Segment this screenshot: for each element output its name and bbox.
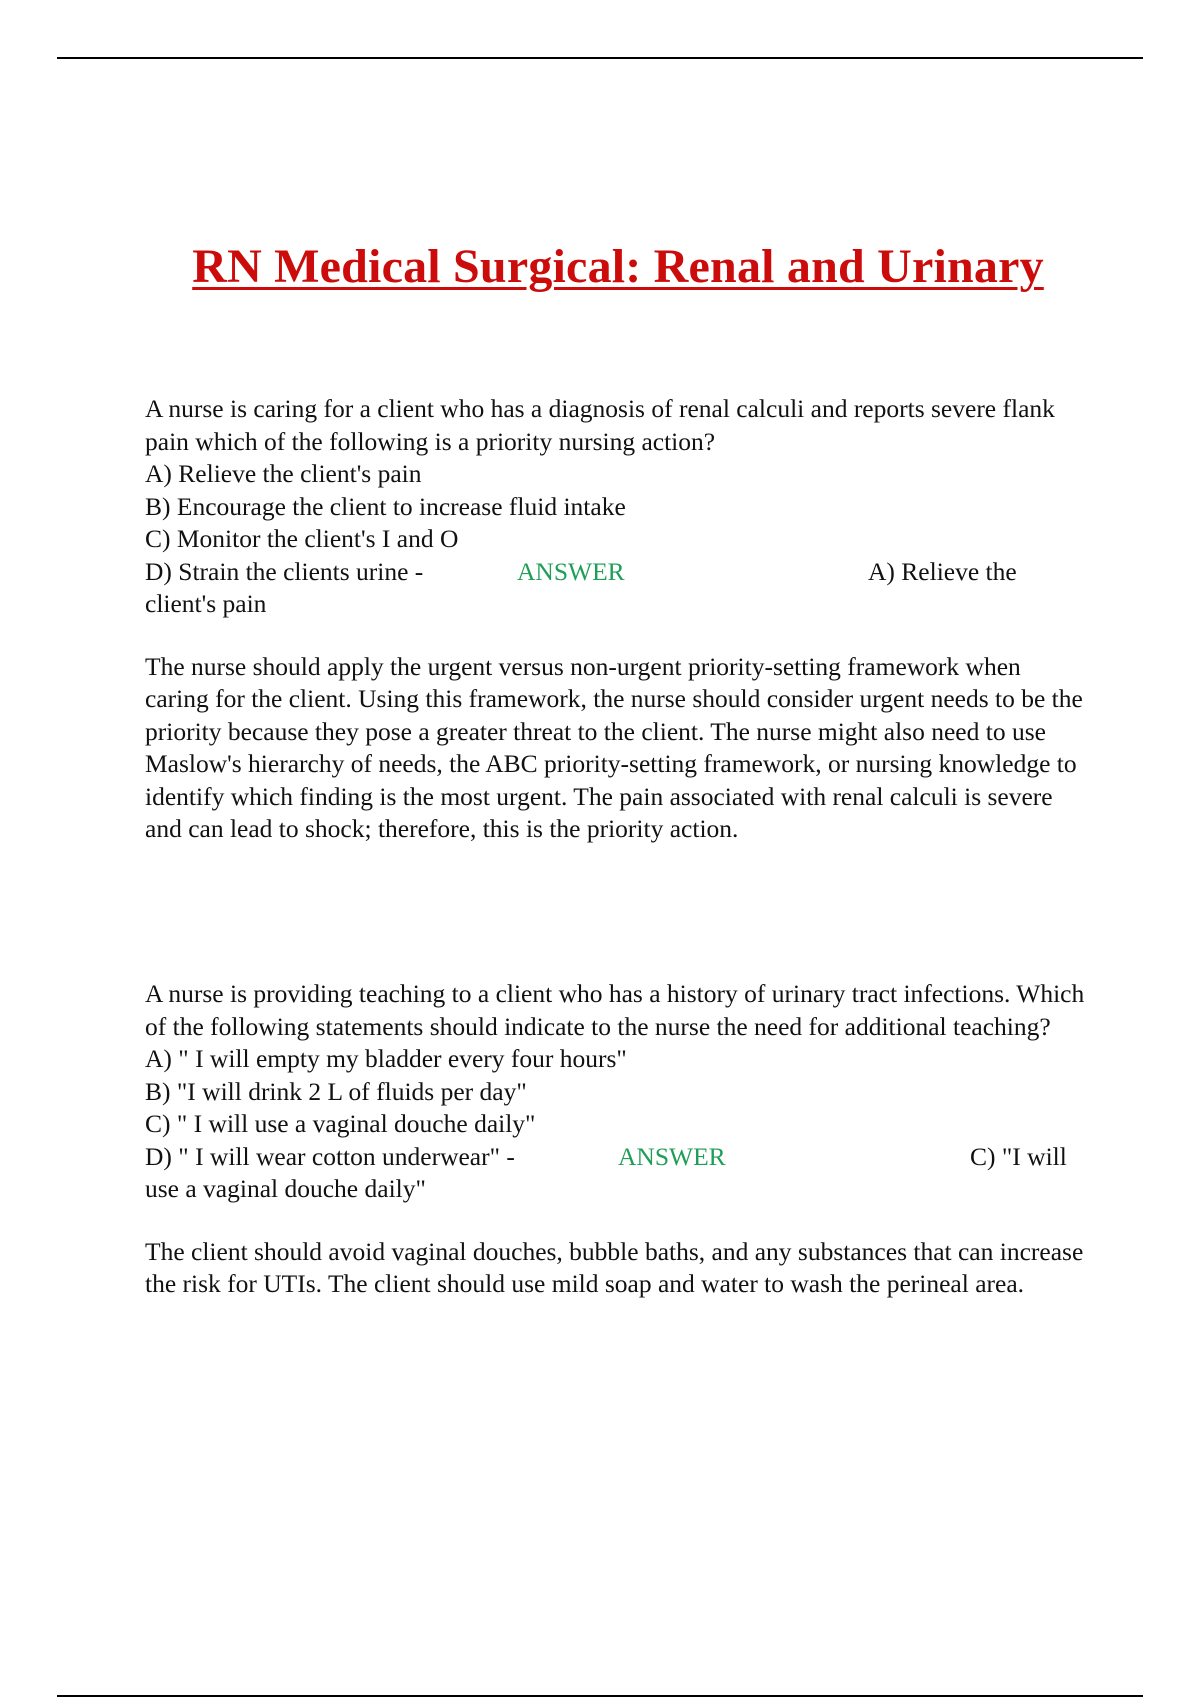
question-1-answer-label: ANSWER (517, 556, 625, 586)
question-2 (145, 978, 1085, 1301)
question-2-explanation: The client should avoid vaginal douches, bubble baths, and any substances that can increase the risk for UTIs. The client should use mild soap and water to wash the perineal area. (145, 1236, 1084, 1298)
question-1 (145, 393, 1085, 846)
question-2-stem: A nurse is providing teaching to a client who has a history of urinary tract infections. Which of the following statements should indicate to the nurse the need for additional teaching? (145, 979, 1085, 1041)
question-2-option-c: C) " I will use a vaginal douche daily" (145, 1109, 536, 1138)
question-2-answer-line (145, 1141, 1085, 1174)
question-1-answer-end: client's pain (145, 589, 267, 618)
bottom-rule (57, 1695, 1143, 1697)
question-1-option-c: C) Monitor the client's I and O (145, 524, 459, 553)
question-1-answer-start: A) Relieve the (868, 556, 1017, 586)
document-title: RN Medical Surgical: Renal and Urinary (192, 240, 1044, 294)
question-2-answer-label: ANSWER (618, 1141, 726, 1171)
question-1-answer-line (145, 556, 1085, 589)
question-2-answer-start: C) "I will (970, 1141, 1067, 1171)
question-2-answer-end: use a vaginal douche daily" (145, 1174, 426, 1203)
question-1-explanation: The nurse should apply the urgent versus non-urgent priority-setting framework when caring for the client. Using this framework, the nurse should consider urgent needs to be the priority because they pose a greater threat to the client. The nurse might also need to use Maslow's hierarchy of needs, the ABC priority-setting framework, or nursing knowledge to identify which finding is the most urgent. The pain associated with renal calculi is severe and can lead to shock; therefore, this is the priority action. (145, 651, 1083, 843)
question-2-option-b: B) "I will drink 2 L of fluids per day" (145, 1076, 527, 1106)
top-rule (57, 57, 1143, 59)
question-1-option-d: D) Strain the clients urine - (145, 556, 424, 586)
question-1-option-a: A) Relieve the client's pain (145, 459, 422, 488)
question-2-option-a: A) " I will empty my bladder every four hours" (145, 1044, 627, 1073)
question-1-option-b: B) Encourage the client to increase fluid intake (145, 491, 626, 521)
question-1-stem: A nurse is caring for a client who has a diagnosis of renal calculi and reports severe flank pain which of the following is a priority nursing action? (145, 394, 1055, 456)
question-2-option-d: D) " I will wear cotton underwear" - (145, 1141, 515, 1171)
